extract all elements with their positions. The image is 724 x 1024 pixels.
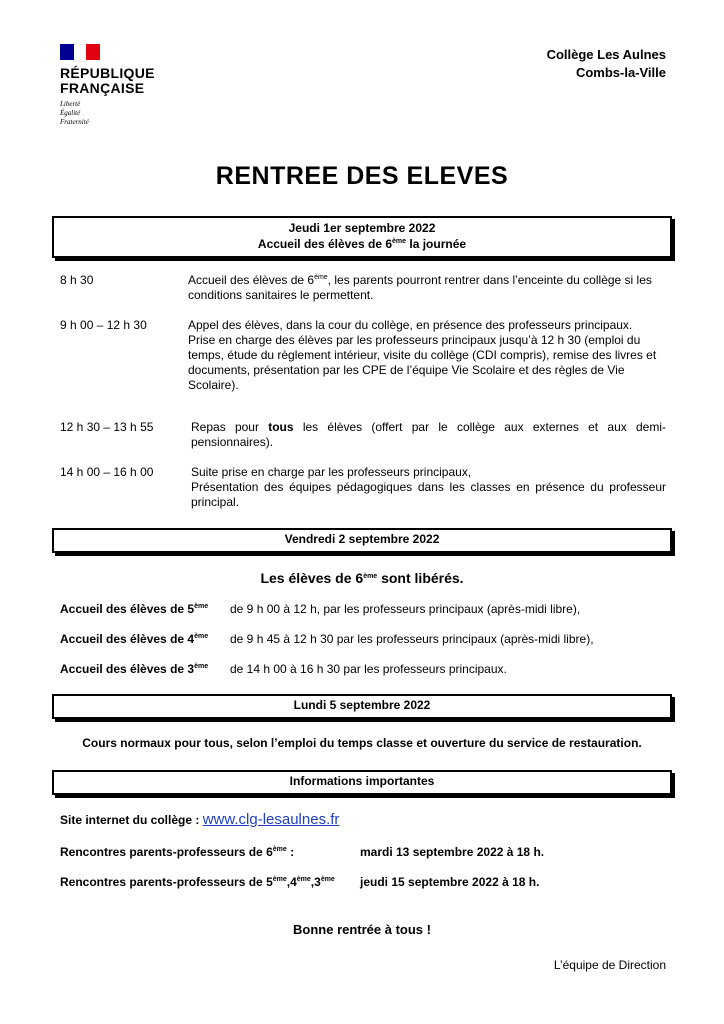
website-label: Site internet du collège :: [60, 813, 203, 827]
sixth-grade-released: Les élèves de 6ème sont libérés.: [260, 570, 464, 586]
schedule-row: [60, 465, 666, 513]
schedule-description: Repas pour tous les élèves (offert par le collège aux externes et aux demi-pensionnaires).: [191, 420, 667, 449]
welcome-schedule: de 9 h 00 à 12 h, par les professeurs principaux (après-midi libre),: [230, 602, 581, 616]
school-website-link[interactable]: www.clg-lesaulnes.fr: [202, 811, 340, 828]
schedule-description: Suite prise en charge par les professeurs principaux, Présentation des équipes pédagogiques dans les classes en présence du professeur principal.: [191, 465, 666, 509]
schedule-description: Accueil des élèves de 6ème, les parents pourront rentrer dans l’enceinte du collège si les conditions sanitaires le permettent.: [188, 273, 652, 302]
meeting-row: [60, 875, 666, 891]
day2-date: Vendredi 2 septembre 2022: [284, 532, 440, 546]
meeting-label: Rencontres parents-professeurs de 6ème :: [60, 845, 295, 859]
welcome-schedule: de 9 h 45 à 12 h 30 par les professeurs principaux (après-midi libre),: [230, 632, 594, 646]
welcome-grade: Accueil des élèves de 3ème: [60, 662, 209, 676]
welcome-row: [60, 662, 666, 678]
info-header-box: [52, 770, 672, 795]
closing-message: Bonne rentrée à tous !: [293, 922, 431, 937]
day3-header-box: [52, 694, 672, 719]
schedule-time: 14 h 00 – 16 h 00: [60, 465, 154, 479]
republique-logo-name: RÉPUBLIQUE FRANÇAISE: [60, 65, 155, 96]
day2-header-box: [52, 528, 672, 553]
meeting-label: Rencontres parents-professeurs de 5ème,4ème,3ème: [60, 875, 335, 889]
welcome-row: [60, 632, 666, 648]
republique-motto: Liberté Égalité Fraternité: [60, 100, 89, 126]
day1-header-box: [52, 216, 672, 258]
schedule-time: 8 h 30: [60, 273, 94, 287]
signature: L’équipe de Direction: [553, 958, 666, 972]
day1-date: Jeudi 1er septembre 2022: [288, 221, 436, 235]
normal-classes-notice: Cours normaux pour tous, selon l’emploi du temps classe et ouverture du service de restauration.: [82, 736, 642, 750]
school-city: Combs-la-Ville: [575, 65, 666, 80]
meeting-date: mardi 13 septembre 2022 à 18 h.: [360, 845, 545, 859]
welcome-schedule: de 14 h 00 à 16 h 30 par les professeurs principaux.: [230, 662, 507, 676]
schedule-row: [60, 420, 666, 452]
schedule-time: 9 h 00 – 12 h 30: [60, 318, 147, 332]
schedule-time: 12 h 30 – 13 h 55: [60, 420, 154, 434]
school-website-line: [60, 812, 339, 828]
schedule-row: [60, 273, 666, 305]
day3-date: Lundi 5 septembre 2022: [293, 698, 431, 712]
meeting-date: jeudi 15 septembre 2022 à 18 h.: [360, 875, 540, 889]
info-header: Informations importantes: [289, 774, 435, 788]
page-title: RENTREE DES ELEVES: [215, 162, 509, 190]
school-header: [547, 46, 666, 82]
schedule-description: Appel des élèves, dans la cour du collège, en présence des professeurs principaux. Prise en charge des élèves par les professeurs principaux jusqu’à 12 h 30 (emploi du temps, étude du règlement intérieur, visite du collège (CDI compris), remise des livres et documents, présentation par les CPE de l’équipe Vie Scolaire et des règles de Vie Scolaire).: [188, 318, 657, 392]
welcome-row: [60, 602, 666, 618]
school-name: Collège Les Aulnes: [546, 47, 666, 62]
welcome-grade: Accueil des élèves de 4ème: [60, 632, 209, 646]
welcome-grade: Accueil des élèves de 5ème: [60, 602, 209, 616]
schedule-row: [60, 318, 666, 410]
day1-subtitle: Accueil des élèves de 6ème la journée: [257, 237, 467, 251]
republique-flag-icon: [60, 44, 100, 60]
meeting-row: [60, 845, 666, 861]
